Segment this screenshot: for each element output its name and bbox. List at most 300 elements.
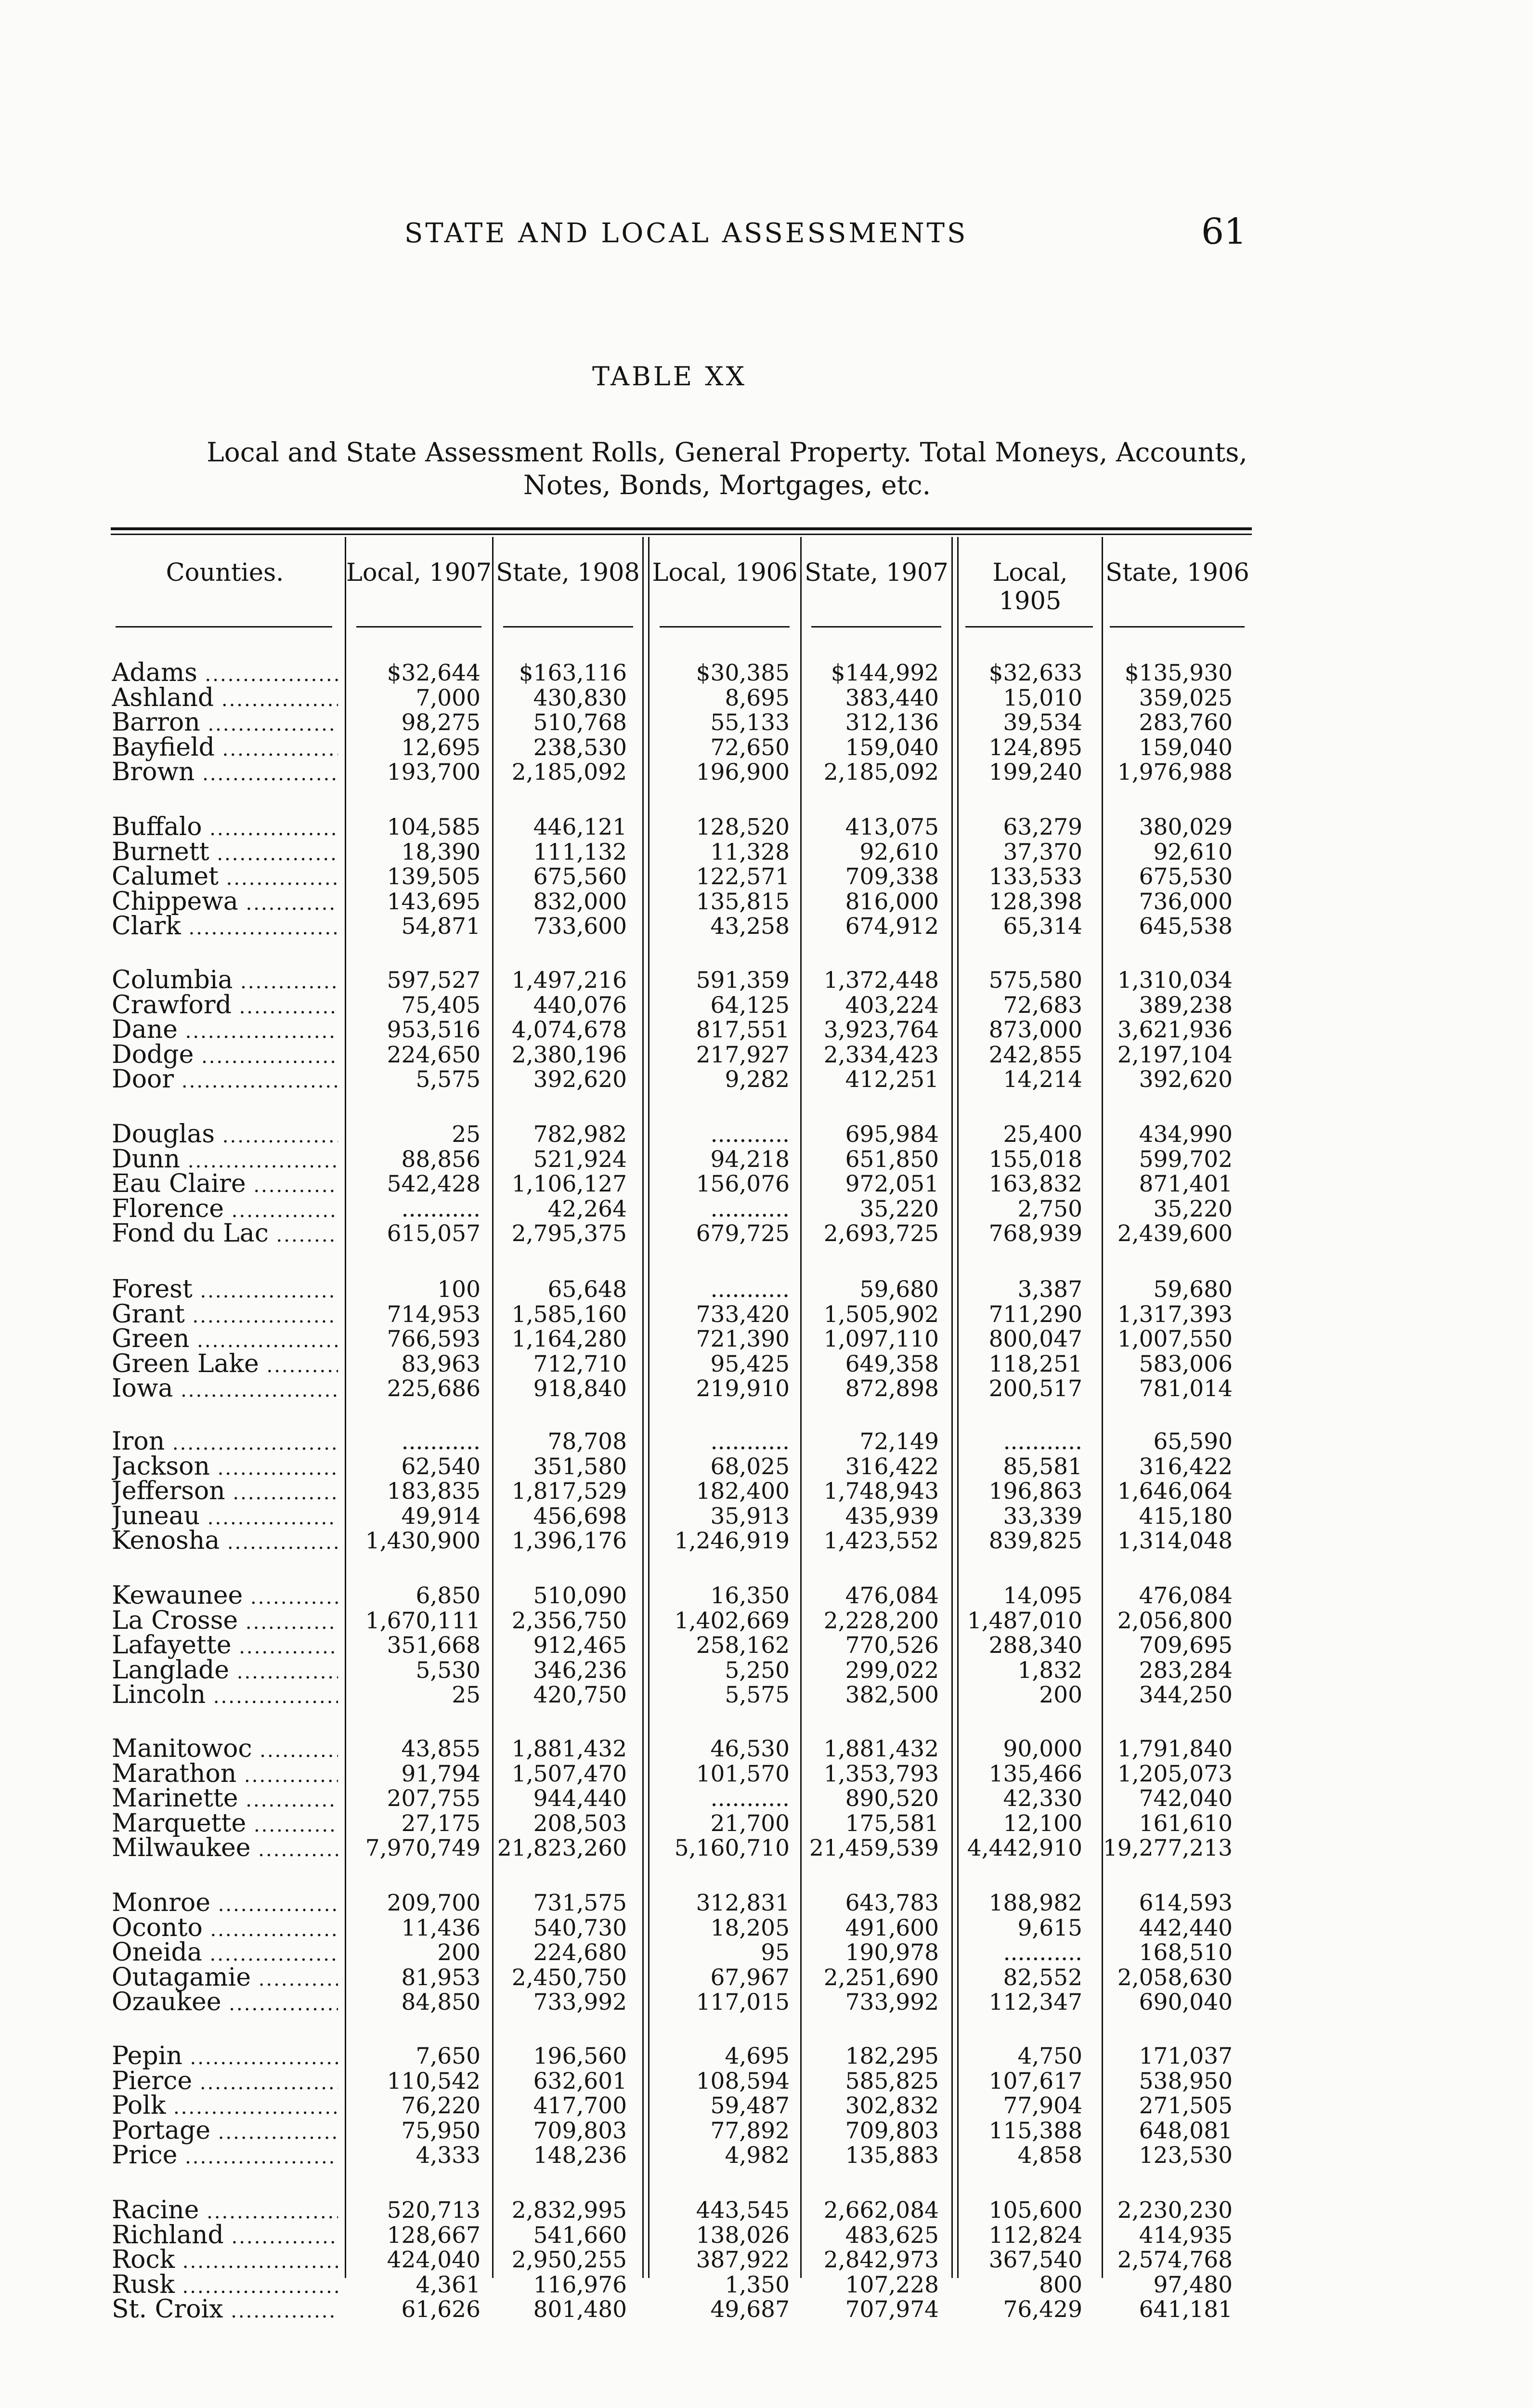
- county-name: Portage .....: [112, 2119, 338, 2146]
- table-cell: 4,442,910: [967, 1835, 1082, 1861]
- table-cell: 1,497,216: [511, 967, 627, 994]
- table-cell: ...........: [1003, 1428, 1082, 1455]
- table-cell: 124,895: [988, 734, 1082, 761]
- table-cell: 98,275: [401, 709, 481, 736]
- table-cell: 770,526: [845, 1632, 939, 1659]
- table-cell: 645,538: [1139, 913, 1233, 940]
- table-cell: 4,074,678: [511, 1017, 627, 1043]
- column-header: Local, 1907: [346, 559, 492, 587]
- table-cell: 258,162: [696, 1632, 790, 1659]
- county-name: Florence .....: [112, 1197, 338, 1224]
- table-cell: 97,480: [1153, 2271, 1233, 2298]
- table-cell: 1,817,529: [511, 1478, 627, 1505]
- table-row: [0, 1737, 1533, 1762]
- table-cell: 4,695: [725, 2043, 790, 2069]
- table-row: [0, 1302, 1533, 1327]
- table-cell: 101,570: [696, 1760, 790, 1787]
- table-cell: 88,856: [401, 1146, 481, 1173]
- table-cell: 832,000: [533, 888, 627, 915]
- table-row: [0, 760, 1533, 785]
- table-cell: 5,160,710: [674, 1835, 790, 1861]
- county-name: Rusk .....: [112, 2273, 338, 2300]
- table-cell: 476,084: [1139, 1583, 1233, 1609]
- table-cell: 183,835: [387, 1478, 481, 1505]
- column-header: State, 1908: [496, 559, 640, 587]
- column-header: Local, 1906: [652, 559, 798, 587]
- table-cell: 1,881,432: [511, 1736, 627, 1762]
- table-cell: 43,855: [401, 1736, 481, 1762]
- table-cell: 736,000: [1139, 888, 1233, 915]
- table-cell: 2,356,750: [511, 1607, 627, 1634]
- table-row: [0, 1454, 1533, 1479]
- table-cell: 1,487,010: [967, 1607, 1082, 1634]
- county-name: Bayfield .....: [112, 735, 338, 762]
- header-underline: [811, 626, 941, 628]
- table-row: [0, 2119, 1533, 2144]
- table-row: [0, 1018, 1533, 1043]
- table-cell: 641,181: [1139, 2296, 1233, 2323]
- table-cell: 316,422: [845, 1453, 939, 1480]
- table-cell: 42,264: [547, 1195, 627, 1222]
- county-name: La Crosse .....: [112, 1609, 338, 1636]
- table-cell: $30,385: [696, 660, 790, 686]
- column-header: Counties.: [166, 559, 284, 587]
- county-name: Lafayette .....: [112, 1633, 338, 1660]
- table-cell: 7,970,749: [365, 1835, 481, 1861]
- table-cell: 95: [761, 1939, 790, 1966]
- table-cell: 1,396,176: [511, 1528, 627, 1554]
- county-group: [0, 1584, 1533, 1708]
- table-cell: 1,646,064: [1117, 1478, 1233, 1505]
- table-cell: 1,314,048: [1117, 1528, 1233, 1554]
- table-cell: 238,530: [533, 734, 627, 761]
- table-cell: 76,220: [401, 2093, 481, 2119]
- county-name: Kewaunee .....: [112, 1584, 338, 1610]
- table-row: [0, 2198, 1533, 2223]
- table-cell: ...........: [710, 1428, 790, 1455]
- table-cell: 510,090: [533, 1583, 627, 1609]
- table-cell: 224,680: [533, 1939, 627, 1966]
- table-cell: 190,978: [845, 1939, 939, 1966]
- table-cell: 768,939: [988, 1220, 1082, 1247]
- county-name: Price .....: [112, 2143, 338, 2170]
- table-cell: 196,900: [696, 759, 790, 785]
- table-cell: 733,992: [845, 1989, 939, 2015]
- caption-line-1: Local and State Assessment Rolls, General Property. Total Moneys, Accounts,: [207, 437, 1247, 468]
- table-cell: 2,380,196: [511, 1041, 627, 1068]
- table-cell: ...........: [710, 1785, 790, 1812]
- table-cell: 387,922: [696, 2247, 790, 2273]
- table-cell: 800: [1039, 2271, 1082, 2298]
- table-cell: 182,295: [845, 2043, 939, 2069]
- table-row: [0, 2273, 1533, 2298]
- table-cell: 82,552: [1003, 1964, 1082, 1991]
- county-name: Marquette .....: [112, 1811, 338, 1838]
- table-cell: 163,832: [988, 1171, 1082, 1197]
- table-cell: 597,527: [387, 967, 481, 994]
- county-name: Pierce .....: [112, 2069, 338, 2096]
- table-cell: 1,748,943: [823, 1478, 939, 1505]
- column-divider: [345, 537, 346, 2278]
- table-cell: 442,440: [1139, 1914, 1233, 1941]
- table-row: [0, 1147, 1533, 1172]
- table-row: [0, 1940, 1533, 1965]
- table-cell: 92,610: [859, 838, 939, 865]
- table-row: [0, 1122, 1533, 1147]
- table-row: [0, 1429, 1533, 1454]
- table-cell: 159,040: [1139, 734, 1233, 761]
- county-name: Jackson .....: [112, 1454, 338, 1481]
- column-header: Local, 1905: [992, 559, 1068, 615]
- table-row: [0, 914, 1533, 939]
- table-row: [0, 1609, 1533, 1634]
- county-name: Manitowoc .....: [112, 1737, 338, 1764]
- county-name: Clark .....: [112, 914, 338, 941]
- county-name: Calumet .....: [112, 864, 338, 891]
- table-cell: 415,180: [1139, 1503, 1233, 1530]
- table-cell: 83,963: [401, 1350, 481, 1377]
- table-cell: 225,686: [387, 1375, 481, 1402]
- table-label: TABLE XX: [592, 361, 747, 392]
- table-cell: 1,791,840: [1117, 1736, 1233, 1762]
- table-cell: 538,950: [1139, 2068, 1233, 2094]
- table-row: [0, 1633, 1533, 1658]
- table-cell: 161,610: [1139, 1810, 1233, 1837]
- table-cell: 219,910: [696, 1375, 790, 1402]
- table-cell: 839,825: [988, 1528, 1082, 1554]
- county-group: [0, 815, 1533, 939]
- table-cell: 135,883: [845, 2142, 939, 2169]
- table-cell: 649,358: [845, 1350, 939, 1377]
- table-cell: 138,026: [696, 2222, 790, 2249]
- table-cell: 675,560: [533, 864, 627, 890]
- table-cell: 128,520: [696, 814, 790, 840]
- table-cell: 5,250: [725, 1657, 790, 1684]
- county-name: Fond du Lac .....: [112, 1221, 338, 1248]
- table-row: [0, 1965, 1533, 1990]
- table-cell: 392,620: [1139, 1066, 1233, 1093]
- table-cell: 953,516: [387, 1017, 481, 1043]
- table-cell: 733,992: [533, 1989, 627, 2015]
- county-name: Brown .....: [112, 760, 338, 787]
- table-cell: 2,439,600: [1117, 1220, 1233, 1247]
- county-group: [0, 2198, 1533, 2322]
- table-cell: 367,540: [988, 2247, 1082, 2273]
- county-name: Columbia .....: [112, 968, 338, 995]
- table-cell: 541,660: [533, 2222, 627, 2249]
- county-name: Iowa .....: [112, 1376, 338, 1403]
- county-name: Dunn .....: [112, 1147, 338, 1174]
- table-cell: 690,040: [1139, 1989, 1233, 2015]
- table-cell: 443,545: [696, 2197, 790, 2224]
- column-divider: [1102, 537, 1103, 2278]
- table-cell: 2,842,973: [823, 2247, 939, 2273]
- table-cell: 2,693,725: [823, 1220, 939, 1247]
- table-cell: 4,361: [416, 2271, 481, 2298]
- table-cell: 78,708: [547, 1428, 627, 1455]
- table-cell: 159,040: [845, 734, 939, 761]
- table-cell: 709,803: [533, 2117, 627, 2144]
- table-cell: 707,974: [845, 2296, 939, 2323]
- table-row: [0, 815, 1533, 840]
- table-cell: 1,097,110: [823, 1326, 939, 1352]
- table-cell: 14,214: [1003, 1066, 1082, 1093]
- caption-line-2: Notes, Bonds, Mortgages, etc.: [523, 470, 931, 500]
- table-cell: 14,095: [1003, 1583, 1082, 1609]
- table-cell: 542,428: [387, 1171, 481, 1197]
- table-cell: 21,823,260: [497, 1835, 627, 1861]
- table-cell: 135,815: [696, 888, 790, 915]
- table-cell: 615,057: [387, 1220, 481, 1247]
- table-cell: 11,436: [401, 1914, 481, 1941]
- county-name: Oneida .....: [112, 1940, 338, 1967]
- table-row: [0, 1504, 1533, 1529]
- table-cell: 651,850: [845, 1146, 939, 1173]
- table-row: [0, 2069, 1533, 2094]
- table-cell: 9,615: [1017, 1914, 1082, 1941]
- table-cell: 111,132: [533, 838, 627, 865]
- table-cell: 583,006: [1139, 1350, 1233, 1377]
- table-cell: 302,832: [845, 2093, 939, 2119]
- table-cell: ...........: [401, 1195, 481, 1222]
- table-cell: 1,350: [725, 2271, 790, 2298]
- table-cell: 11,328: [710, 838, 790, 865]
- table-row: [0, 2223, 1533, 2248]
- column-divider: [951, 537, 953, 2278]
- table-cell: 742,040: [1139, 1785, 1233, 1812]
- table-cell: 37,370: [1003, 838, 1082, 865]
- county-group: [0, 968, 1533, 1092]
- table-cell: 733,600: [533, 913, 627, 940]
- table-cell: $32,633: [988, 660, 1082, 686]
- table-cell: 1,402,669: [674, 1607, 790, 1634]
- table-cell: 585,825: [845, 2068, 939, 2094]
- table-cell: 782,982: [533, 1121, 627, 1148]
- table-cell: 456,698: [533, 1503, 627, 1530]
- county-name: Milwaukee .....: [112, 1836, 338, 1863]
- county-name: Richland .....: [112, 2223, 338, 2250]
- table-cell: 123,530: [1139, 2142, 1233, 2169]
- table-cell: 61,626: [401, 2296, 481, 2323]
- table-cell: 1,007,550: [1117, 1326, 1233, 1352]
- table-cell: 721,390: [696, 1326, 790, 1352]
- table-cell: 1,246,919: [674, 1528, 790, 1554]
- table-cell: 108,594: [696, 2068, 790, 2094]
- county-name: Barron .....: [112, 710, 338, 737]
- table-cell: 816,000: [845, 888, 939, 915]
- table-cell: 403,224: [845, 992, 939, 1019]
- table-cell: 591,359: [696, 967, 790, 994]
- county-name: Ozaukee .....: [112, 1990, 338, 2017]
- table-cell: 2,950,255: [511, 2247, 627, 2273]
- table-cell: 714,953: [387, 1301, 481, 1328]
- table-row: [0, 2248, 1533, 2273]
- table-row: [0, 1277, 1533, 1302]
- table-cell: 200: [1039, 1682, 1082, 1708]
- table-cell: 2,450,750: [511, 1964, 627, 1991]
- table-cell: 118,251: [988, 1350, 1082, 1377]
- table-cell: 21,459,539: [809, 1835, 939, 1861]
- table-cell: 128,398: [988, 888, 1082, 915]
- county-group: [0, 1891, 1533, 2015]
- table-cell: 711,290: [988, 1301, 1082, 1328]
- table-cell: 918,840: [533, 1375, 627, 1402]
- table-cell: 42,330: [1003, 1785, 1082, 1812]
- table-row: [0, 890, 1533, 915]
- table-row: [0, 2044, 1533, 2069]
- county-name: Jefferson .....: [112, 1479, 338, 1506]
- table-cell: 944,440: [533, 1785, 627, 1812]
- table-cell: 75,405: [401, 992, 481, 1019]
- table-cell: 35,220: [859, 1195, 939, 1222]
- table-cell: 200: [437, 1939, 481, 1966]
- table-cell: 72,149: [859, 1428, 939, 1455]
- table-cell: 207,755: [387, 1785, 481, 1812]
- table-cell: 679,725: [696, 1220, 790, 1247]
- table-cell: $135,930: [1124, 660, 1233, 686]
- table-cell: 695,984: [845, 1121, 939, 1148]
- county-name: Rock .....: [112, 2248, 338, 2275]
- county-group: [0, 2044, 1533, 2168]
- table-cell: 483,625: [845, 2222, 939, 2249]
- county-group: [0, 1277, 1533, 1401]
- table-cell: ...........: [710, 1195, 790, 1222]
- table-cell: 3,923,764: [823, 1017, 939, 1043]
- table-cell: 217,927: [696, 1041, 790, 1068]
- table-cell: 643,783: [845, 1890, 939, 1916]
- table-cell: 65,314: [1003, 913, 1082, 940]
- table-cell: 491,600: [845, 1914, 939, 1941]
- table-row: [0, 1786, 1533, 1811]
- table-cell: 424,040: [387, 2247, 481, 2273]
- table-cell: 18,205: [710, 1914, 790, 1941]
- county-name: Marinette .....: [112, 1786, 338, 1813]
- table-cell: 43,258: [710, 913, 790, 940]
- table-cell: 139,505: [387, 864, 481, 890]
- table-cell: 648,081: [1139, 2117, 1233, 2144]
- county-name: Green Lake .....: [112, 1352, 338, 1379]
- table-cell: 632,601: [533, 2068, 627, 2094]
- table-cell: 2,197,104: [1117, 1041, 1233, 1068]
- table-cell: 155,018: [988, 1146, 1082, 1173]
- table-cell: 117,015: [696, 1989, 790, 2015]
- header-underline: [356, 626, 481, 628]
- table-cell: 801,480: [533, 2296, 627, 2323]
- table-row: [0, 1352, 1533, 1377]
- table-cell: ...........: [710, 1276, 790, 1303]
- table-cell: 872,898: [845, 1375, 939, 1402]
- table-cell: 351,580: [533, 1453, 627, 1480]
- table-row: [0, 1683, 1533, 1708]
- table-cell: 731,575: [533, 1890, 627, 1916]
- table-cell: 871,401: [1139, 1171, 1233, 1197]
- table-cell: 709,338: [845, 864, 939, 890]
- column-header: State, 1906: [1105, 559, 1249, 587]
- table-cell: 873,000: [988, 1017, 1082, 1043]
- table-row: [0, 1529, 1533, 1554]
- table-cell: 209,700: [387, 1890, 481, 1916]
- county-name: Dane .....: [112, 1018, 338, 1045]
- table-cell: 188,982: [988, 1890, 1082, 1916]
- table-cell: 199,240: [988, 759, 1082, 785]
- table-cell: 4,982: [725, 2142, 790, 2169]
- table-cell: 5,575: [725, 1682, 790, 1708]
- table-cell: 271,505: [1139, 2093, 1233, 2119]
- table-cell: 4,750: [1017, 2043, 1082, 2069]
- table-cell: 1,430,900: [365, 1528, 481, 1554]
- table-cell: 35,220: [1153, 1195, 1233, 1222]
- table-cell: 709,695: [1139, 1632, 1233, 1659]
- table-cell: 49,687: [710, 2296, 790, 2323]
- table-cell: 133,533: [988, 864, 1082, 890]
- table-row: [0, 1891, 1533, 1916]
- header-underline: [965, 626, 1093, 628]
- table-row: [0, 1479, 1533, 1504]
- table-cell: 1,832: [1017, 1657, 1082, 1684]
- table-cell: 674,912: [845, 913, 939, 940]
- table-row: [0, 2297, 1533, 2322]
- table-cell: 110,542: [387, 2068, 481, 2094]
- county-name: Adams .....: [112, 661, 338, 688]
- table-cell: 575,580: [988, 967, 1082, 994]
- table-cell: 2,832,995: [511, 2197, 627, 2224]
- county-name: Chippewa .....: [112, 890, 338, 916]
- table-cell: 614,593: [1139, 1890, 1233, 1916]
- table-cell: 193,700: [387, 759, 481, 785]
- county-name: Dodge .....: [112, 1043, 338, 1070]
- table-cell: 84,850: [401, 1989, 481, 2015]
- header-underline: [1110, 626, 1245, 628]
- table-caption: [77, 436, 1377, 501]
- table-cell: 18,390: [401, 838, 481, 865]
- table-cell: 65,590: [1153, 1428, 1233, 1455]
- table-row: [0, 1327, 1533, 1352]
- table-cell: 35,913: [710, 1503, 790, 1530]
- column-divider: [648, 537, 650, 2278]
- table-cell: 116,976: [533, 2271, 627, 2298]
- table-cell: 2,574,768: [1117, 2247, 1233, 2273]
- table-cell: 440,076: [533, 992, 627, 1019]
- county-name: Iron .....: [112, 1429, 338, 1456]
- table-cell: 344,250: [1139, 1682, 1233, 1708]
- table-cell: 412,251: [845, 1066, 939, 1093]
- county-name: Door .....: [112, 1067, 338, 1094]
- table-cell: 766,593: [387, 1326, 481, 1352]
- county-name: Buffalo .....: [112, 815, 338, 842]
- table-cell: 19,277,213: [1103, 1835, 1233, 1861]
- table-cell: 346,236: [533, 1657, 627, 1684]
- table-cell: 107,228: [845, 2271, 939, 2298]
- table-cell: 7,650: [416, 2043, 481, 2069]
- table-cell: 733,420: [696, 1301, 790, 1328]
- table-cell: 434,990: [1139, 1121, 1233, 1148]
- county-group: [0, 1122, 1533, 1246]
- table-cell: 1,317,393: [1117, 1301, 1233, 1328]
- table-cell: 476,084: [845, 1583, 939, 1609]
- county-group: [0, 661, 1533, 785]
- table-cell: 430,830: [533, 684, 627, 711]
- table-cell: 85,581: [1003, 1453, 1082, 1480]
- table-cell: 128,667: [387, 2222, 481, 2249]
- table-row: [0, 1836, 1533, 1861]
- table-cell: 208,503: [533, 1810, 627, 1837]
- table-row: [0, 1584, 1533, 1609]
- table-cell: 64,125: [710, 992, 790, 1019]
- table-cell: 2,334,423: [823, 1041, 939, 1068]
- table-cell: 510,768: [533, 709, 627, 736]
- table-cell: $32,644: [387, 660, 481, 686]
- table-cell: 351,668: [387, 1632, 481, 1659]
